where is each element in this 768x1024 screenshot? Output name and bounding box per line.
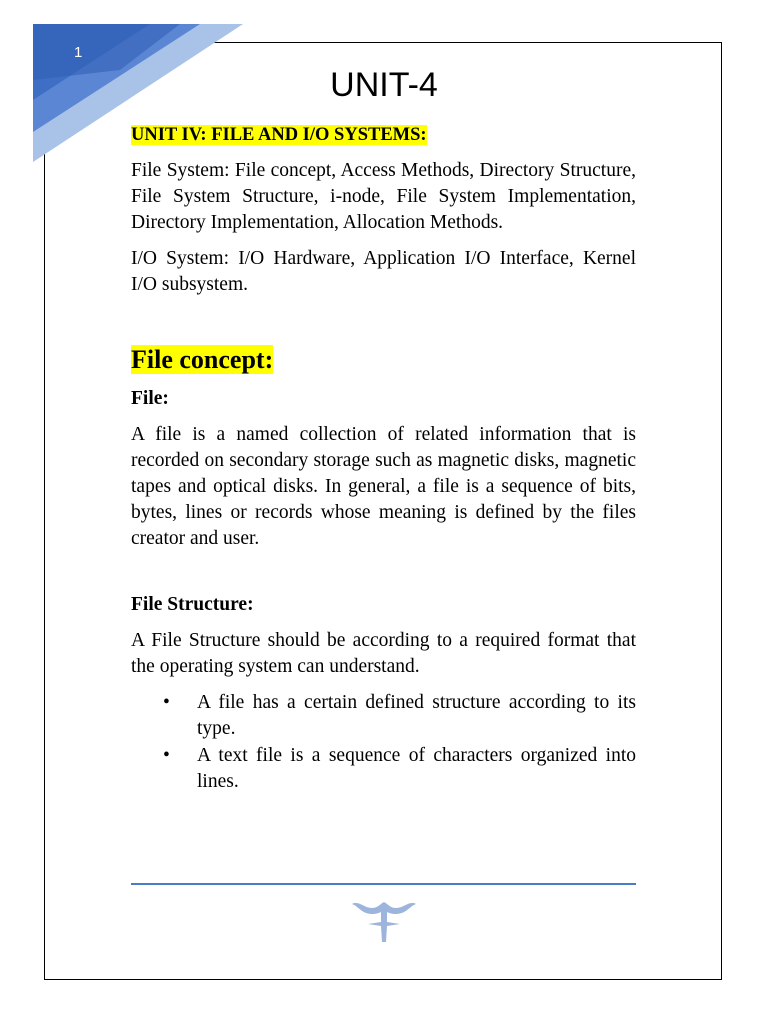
- document-content: [131, 122, 636, 796]
- file-structure-heading: File Structure:: [131, 594, 254, 615]
- footer-logo-icon: [350, 898, 418, 944]
- file-heading: File:: [131, 388, 169, 409]
- list-item: [131, 743, 636, 795]
- file-structure-paragraph: A File Structure should be according to a required format that the operating system can understand.: [131, 630, 636, 677]
- page-number: 1: [74, 44, 83, 61]
- list-item-text: A text file is a sequence of characters organized into lines.: [197, 745, 636, 792]
- page-title: UNIT-4: [330, 66, 438, 104]
- file-paragraph: A file is a named collection of related information that is recorded on secondary storage such as magnetic disks, magnetic tapes and optical disks. In general, a file is a sequence of bits, bytes, lines or records whose meaning is defined by the files creator and user.: [131, 424, 636, 549]
- footer-rule: [131, 883, 636, 885]
- list-item-text: A file has a certain defined structure according to its type.: [197, 692, 636, 739]
- unit-heading: [131, 122, 636, 148]
- unit-heading-text: UNIT IV: FILE AND I/O SYSTEMS:: [131, 125, 427, 145]
- file-concept-heading-text: File concept:: [131, 345, 274, 374]
- list-item: [131, 690, 636, 742]
- bullet-icon: •: [163, 692, 170, 713]
- file-system-paragraph: File System: File concept, Access Methods, Directory Structure, File System Structure, i-node, File System Implementation, Directory Implementation, Allocation Methods.: [131, 160, 636, 233]
- bullet-icon: •: [163, 745, 170, 766]
- file-concept-heading: [131, 344, 636, 376]
- io-system-paragraph: I/O System: I/O Hardware, Application I/O Interface, Kernel I/O subsystem.: [131, 248, 636, 295]
- file-structure-bullet-list: [131, 690, 636, 795]
